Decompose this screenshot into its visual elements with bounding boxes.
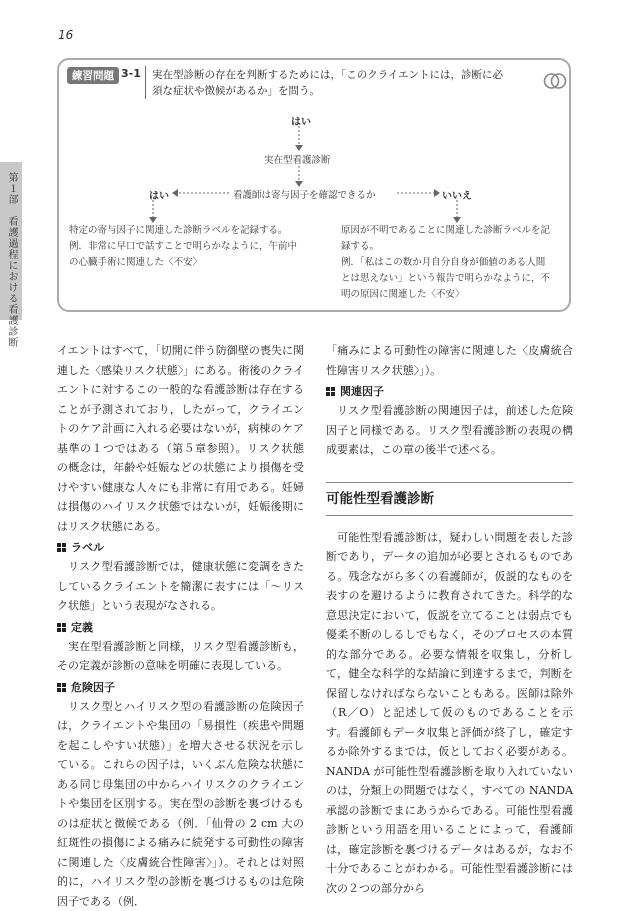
square-bullet-icon xyxy=(57,683,66,692)
right-intro-paragraph: 「痛みによる可動性の障害に関連した〈皮膚統合性障害リスク状態〉」）。 xyxy=(326,341,573,380)
left-intro-paragraph: イエントはすべて，「切開に伴う防御壁の喪失に関連した〈感染リスク状態〉」にある。術後のクライエントに対するこの一般的な看護診断は存在することが予測されており，したがって，クライエントのケア計画に入れる必要はないが，病棟のケア基準の１つではある（第５章参照）。リスク状態の概念は，年齢や妊娠などの状態により損傷を受けやすい健康な人々にも非常に有用である。妊婦は損傷のハイリスク状態ではないが，妊娠後期にはリスク状態にある。 xyxy=(57,341,304,536)
related-factors-paragraph: リスク型看護診断の関連因子は，前述した危険因子と同様である。リスク型看護診断の表現の構成要素は，この章の後半で述べる。 xyxy=(326,401,573,460)
left-column xyxy=(57,341,304,911)
square-bullet-icon xyxy=(57,543,66,552)
square-bullet-icon xyxy=(57,623,66,632)
exercise-number: 3-1 xyxy=(121,67,141,80)
label-paragraph: リスク型看護診断では，健康状態に変調をきたしているクライエントを簡潔に表すには「～リスク状態」という表現がなされる。 xyxy=(57,557,304,616)
risk-factors-paragraph: リスク型とハイリスク型の看護診断の危険因子は，クライエントや集団の「易損性（疾患や問題を起こしやすい状態）」を増大させる状況を示している。これらの因子は，いくぶん危険な状態にある同じ母集団の中からハイリスクのクライエントや集団を区別する。実在型の診断を裏づけるものは症状と徴候である（例．「仙骨の 2 cm 大の紅斑性の損傷による痛みに続発する可動性の障害に関連した〈皮膚統合性障害〉」）。それとは対照的に，ハイリスク型の診断を裏づけるものは危険因子である（例． xyxy=(57,697,304,911)
flow-yes-top: はい xyxy=(291,113,311,128)
label-heading: ラベル xyxy=(57,538,304,557)
section-heading: 可能性型看護診断 xyxy=(326,483,573,515)
flow-yes-left: はい xyxy=(149,187,169,202)
risk-factors-heading: 危険因子 xyxy=(57,678,304,697)
definition-paragraph: 実在型看護診断と同様，リスク型看護診断も，その定義が診断の意味を明確に表現している。 xyxy=(57,637,304,676)
exercise-box xyxy=(57,58,571,312)
flow-question: 看護師は寄与因子を確認できるか xyxy=(233,187,376,201)
flow-right-example: 例．「私はこの数か月自分自身が価値のある人間とは思えない」という報告で明らかなように，不明の原因に関連した〈不安〉 xyxy=(341,255,553,303)
right-column xyxy=(326,341,573,898)
flow-left-branch xyxy=(69,223,297,271)
square-bullet-icon xyxy=(326,387,335,396)
related-factors-heading: 関連因子 xyxy=(326,382,573,401)
flow-right-instruction: 原因が不明であることに関連した診断ラベルを記録する。 xyxy=(341,223,553,255)
flow-left-instruction: 特定の寄与因子に関連した診断ラベルを記録する。 xyxy=(69,223,297,239)
exercise-question: 実在型診断の存在を判断するためには，「このクライエントには，診断に必須な症状や徴候があるか」を問う。 xyxy=(152,67,512,99)
definition-heading: 定義 xyxy=(57,618,304,637)
possible-diagnosis-paragraph: 可能性型看護診断は，疑わしい問題を表した診断であり，データの追加が必要とされるものである。残念ながら多くの看護師が，仮説的なものを表すのを避けるように教育されてきた。科学的な意思決定において，仮説を立てることは弱点でも優柔不断のしるしでもなく，そのプロセスの本質的な部分である。必要な情報を収集し，分析して，健全な科学的な結論に到達するまで，判断を保留しなければならないこともある。医師は除外（R／O）と記述して仮のものであることを示す。看護師もデータ収集と評価が終了し，確定するか除外するまでは，仮としておく必要がある。NANDA が可能性型看護診断を取り入れていないのは，分類上の問題ではなく，すべての NANDA 承認の診断でまにあうからである。可能性型看護診断という用語を用いることによって，看護師は，確定診断を裏づけるデータはあるが，なお不十分であることがわかる。可能性型看護診断には次の２つの部分から xyxy=(326,528,573,899)
flow-actual-diagnosis: 実在型看護診断 xyxy=(264,152,331,166)
flow-right-branch xyxy=(341,223,553,303)
exercise-badge: 練習問題 xyxy=(67,67,119,84)
flow-no-right: いいえ xyxy=(442,187,472,202)
side-tab-label: 第１部 看護過程における看護診断 xyxy=(3,172,19,348)
flow-left-example: 例．非常に早口で話すことで明らかなように，午前中の心臓手術に関連した〈不安〉 xyxy=(69,239,297,271)
page-number: 16 xyxy=(58,28,73,42)
